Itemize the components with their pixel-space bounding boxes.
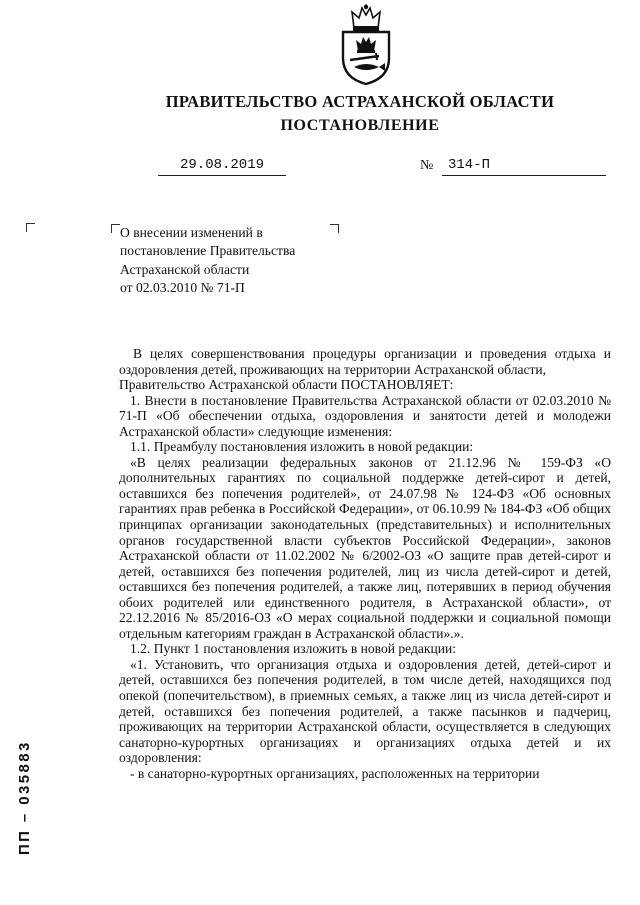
side-serial-number: ПП – 035883 xyxy=(16,740,33,855)
document-date: 29.08.2019 xyxy=(179,157,264,173)
subject-line: от 02.03.2010 № 71-П xyxy=(120,279,245,295)
paragraph: В целях совершенствования процедуры организации и проведения отдыха и оздоровления детей, проживающих на территории Астраханской области, xyxy=(119,346,611,377)
number-underline xyxy=(442,175,606,176)
subject-corner-right xyxy=(330,224,339,233)
org-title: ПРАВИТЕЛЬСТВО АСТРАХАНСКОЙ ОБЛАСТИ xyxy=(165,92,555,111)
paragraph: - в санаторно-курортных организациях, расположенных на территории xyxy=(130,765,540,781)
paragraph: 1.2. Пункт 1 постановления изложить в новой редакции: xyxy=(130,641,457,657)
coat-of-arms-icon xyxy=(334,4,398,86)
date-underline xyxy=(158,175,286,176)
number-sign: № xyxy=(420,158,434,173)
document-number: 314-П xyxy=(448,157,491,173)
subject-line: постановление Правительства xyxy=(120,243,296,259)
paragraph: 1.1. Преамбулу постановления изложить в новой редакции: xyxy=(130,439,474,455)
doc-type: ПОСТАНОВЛЕНИЕ xyxy=(280,117,440,134)
subject-line: О внесении изменений в xyxy=(120,225,263,240)
margin-corner-mark xyxy=(26,223,35,232)
subject-corner-left xyxy=(111,224,120,233)
paragraph: «1. Установить, что организация отдыха и оздоровления детей, детей-сирот и детей, оставшихся без попечения родителей, в том числе детей, находящихся под опекой (попечительством), в приемных семьях, а также лиц из числа детей-сирот и детей, оставшихся без попечения родителей, а также пасынков и падчериц, проживающих на территории Астраханской области, осуществляется в следующих санаторно-курортных организациях и организациях отдыха детей и их оздоровления: xyxy=(119,656,611,766)
paragraph: Правительство Астраханской области ПОСТАНОВЛЯЕТ: xyxy=(119,377,454,393)
document-body xyxy=(119,346,611,781)
subject-line: Астраханской области xyxy=(120,261,250,277)
document-subject xyxy=(120,224,295,297)
paragraph: «В целях реализации федеральных законов от 21.12.96 № 159-ФЗ «О дополнительных гарантиях по социальной поддержке детей-сирот и детей, оставшихся без попечения родителей», от 24.07.98 № 124-ФЗ «Об основных гарантиях прав ребенка в Российской Федерации», от 06.10.99 № 184-ФЗ «Об общих принципах организации законодательных (представительных) и исполнительных органов государственной власти субъектов Российской Федерации», законов Астраханской области от 11.02.2002 № 6/2002-ОЗ «О защите прав детей-сирот и детей, оставшихся без попечения родителей, лиц из числа детей-сирот и детей, оставшихся без попечения родителей, а также лиц, потерявших в период обучения обоих родителей или единственного родителя, в Астраханской области», от 22.12.2016 № 85/2016-ОЗ «О мерах социальной поддержки и социальной помощи отдельным категориям граждан в Астраханской области».». xyxy=(119,454,611,641)
paragraph: 1. Внести в постановление Правительства Астраханской области от 02.03.2010 № 71-П «Об обеспечении отдыха, оздоровления и занятости детей и молодежи Астраханской области» следующие изменения: xyxy=(119,392,611,439)
